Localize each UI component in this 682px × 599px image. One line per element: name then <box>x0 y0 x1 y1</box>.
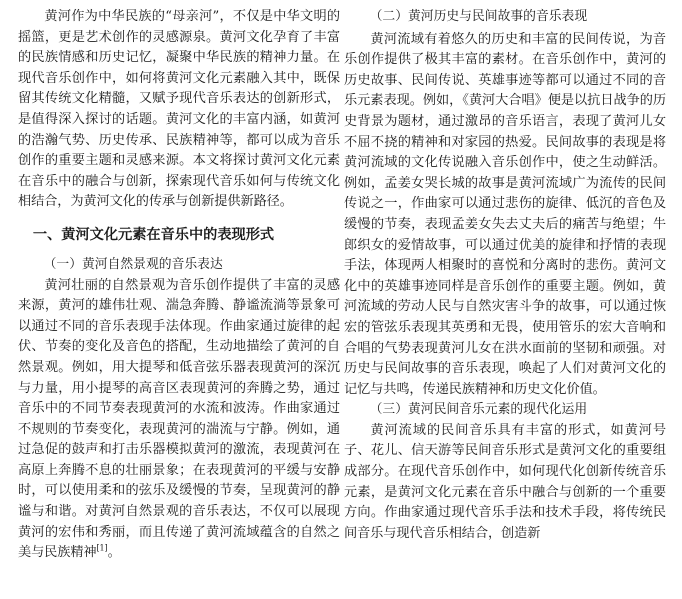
intro-paragraph: 黄河作为中华民族的“母亲河”，不仅是中华文明的摇篮，更是艺术创作的灵感源泉。黄河文化孕育了丰富的民族情感和历史记忆，凝聚中华民族的精神力量。在现代音乐创作中，如何将黄河文化元素融入其中，既保留其传统文化精髓，又赋予现代音乐表达的创新形式，是值得深入探讨的话题。黄河文化的丰富内涵，如黄河的浩瀚气势、历史传承、民族精神等，都可以成为音乐创作的重要主题和灵感来源。本文将探讨黄河文化元素在音乐中的融合与创新，探索现代音乐如何与传统文化相结合，为黄河文化的传承与创新提供新路径。 <box>18 9 340 210</box>
subsection-1-text: 黄河壮丽的自然景观为音乐创作提供了丰富的灵感来源，黄河的雄伟壮观、湍急奔腾、静谧流淌等景象可以通过不同的音乐表现手法体现。作曲家通过旋律的起伏、节奏的变化及音色的搭配，生动地描绘了黄河的自然景观。例如，用大提琴和低音弦乐器表现黄河的深沉与力量，用小提琴的高音区表现黄河的奔腾之势，通过音乐中的不同节奏表现黄河的水流和波涛。作曲家通过不规则的节奏变化，表现黄河的湍流与宁静。例如，通过急促的鼓声和打击乐器模拟黄河的激流，表现黄河在高原上奔腾不息的壮丽景象；在表现黄河的平缓与安静时，可以使用柔和的弦乐及缓慢的节奏，呈现黄河的静谧与和谐。对黄河自然景观的音乐表达，不仅可以展现黄河的宏伟和秀丽，而且传递了黄河流域蕴含的自然之美与民族精神 <box>18 277 340 561</box>
subsection-1-paragraph <box>18 276 340 564</box>
section-heading: 一、黄河文化元素在音乐中的表现形式 <box>32 226 275 243</box>
subsection-2-paragraph: 黄河流域有着悠久的历史和丰富的民间传说，为音乐创作提供了极其丰富的素材。在音乐创作中，黄河的历史故事、民间传说、英雄事迹等都可以通过不同的音乐元素表现。例如，《黄河大合唱》便是以抗日战争的历史背景为题材，通过激昂的音乐语言，表现了黄河儿女不屈不挠的精神和对家园的热爱。民间故事的表现是将黄河流域的文化传说融入音乐创作中，使之生动鲜活。例如，孟姜女哭长城的故事是黄河流域广为流传的民间传说之一，作曲家可以通过悲伤的旋律、低沉的音色及缓慢的节奏，表现孟姜女失去丈夫后的痛苦与绝望；牛郎织女的爱情故事，可以通过优美的旋律和抒情的表现手法，体现两人相聚时的喜悦和分离时的悲伤。黄河文化中的英雄事迹同样是音乐创作的重要主题。例如，黄河流域的劳动人民与自然灾害斗争的故事，可以通过恢宏的管弦乐表现其英勇和无畏，使用管乐的宏大音响和合唱的气势表现黄河儿女在洪水面前的坚韧和顽强。对历史与民间故事的音乐表现，唤起了人们对黄河文化的记忆与共鸣，传递民族精神和历史文化价值。 <box>344 31 666 397</box>
citation-marker: [1] <box>96 543 108 553</box>
subsection-1-heading: （一）黄河自然景观的音乐表达 <box>43 256 223 272</box>
subsection-3-heading: （三）黄河民间音乐元素的现代化运用 <box>369 402 588 418</box>
left-column <box>18 7 340 564</box>
subsection-2-heading: （二）黄河历史与民间故事的音乐表现 <box>369 9 588 24</box>
subsection-3-paragraph: 黄河流域的民间音乐具有丰富的形式，如黄河号子、花儿、信天游等民间音乐形式是黄河文化的重要组成部分。在现代音乐创作中，如何现代化创新传统音乐元素，是黄河文化元素在音乐中融合与创新的一个重要方向。作曲家通过现代音乐手法和技术手段，将传统民间音乐与现代音乐相结合，创造新 <box>344 422 666 541</box>
right-column <box>344 7 666 544</box>
trailing-period: 。 <box>107 545 121 561</box>
